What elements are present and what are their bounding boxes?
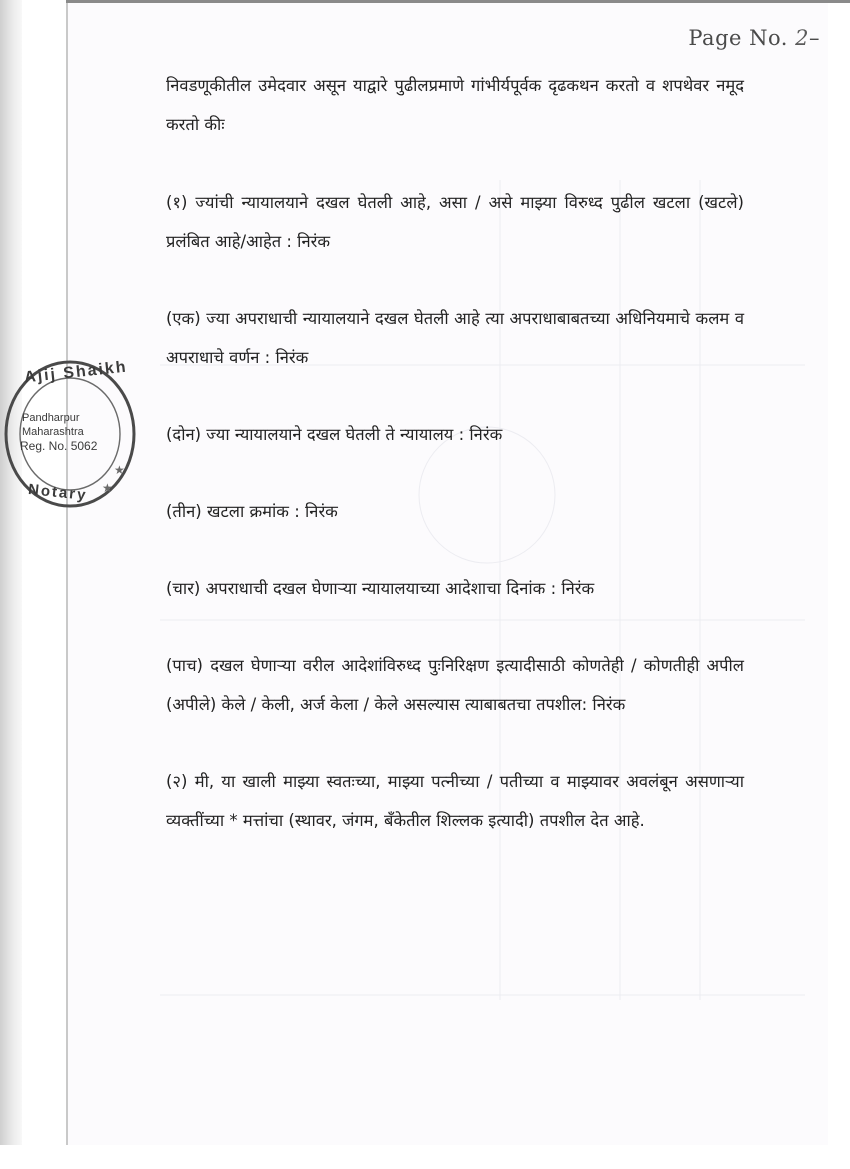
scan-bottom-margin [0,1145,850,1169]
stamp-line-3: Reg. No. 5062 [20,439,98,453]
paragraph-pach: (पाच) दखल घेणाऱ्या वरील आदेशांविरुध्द पुःनिरिक्षण इत्यादीसाठी कोणतेही / कोणतीही अपील (अपीले) केले / केली, अर्ज केला / केले असल्यास त्याबाबतचा तपशील: निरंक [166,656,744,714]
top-border [66,0,850,3]
stamp-line-2: Maharashtra [22,426,84,438]
paragraph-ek: (एक) ज्या अपराधाची न्यायालयाने दखल घेतली आहे त्या अपराधाबाबतच्या अधिनियमाचे कलम व अपराधाचे वर्णन : निरंक [166,309,744,367]
paragraph-don: (दोन) ज्या न्यायालयाने दखल घेतली ते न्यायालय : निरंक [166,425,503,444]
paragraph-intro: निवडणूकीतील उमेदवार असून याद्वारे पुढीलप्रमाणे गांभीर्यपूर्वक दृढकथन करतो व शपथेवर नमूद करतो कीः [166,76,744,134]
paragraph-2: (२) मी, या खाली माझ्या स्वतःच्या, माझ्या पत्नीच्या / पतीच्या व माझ्यावर अवलंबून असणाऱ्या व्यक्तींच्या * मत्तांचा (स्थावर, जंगम, बँकेतील शिल्लक इत्यादी) तपशील देत आहे. [166,772,744,830]
page-number-label: Page No. [688,26,788,50]
paragraph-teen: (तीन) खटला क्रमांक : निरंक [166,502,338,521]
stamp-bottom-text: Notary [27,480,89,505]
document-body [166,66,744,878]
paragraph-char: (चार) अपराधाची दखल घेणाऱ्या न्यायालयाच्या आदेशाचा दिनांक : निरंक [166,579,595,598]
page-number-dash: – [809,26,820,50]
scan-shadow [0,0,22,1169]
notary-stamp [2,352,142,522]
svg-text:★: ★ [114,463,125,477]
svg-text:★: ★ [102,481,113,495]
page-number [688,26,820,50]
page-edge [66,0,68,1145]
stamp-top-text: Ajij Shaikh [23,358,129,387]
page-number-value: 2 [795,26,809,50]
paragraph-1: (१) ज्यांची न्यायालयाने दखल घेतली आहे, असा / असे माझ्या विरुध्द पुढील खटला (खटले) प्रलंबित आहे/आहेत : निरंक [166,193,744,251]
stamp-line-1: Pandharpur [22,412,80,424]
